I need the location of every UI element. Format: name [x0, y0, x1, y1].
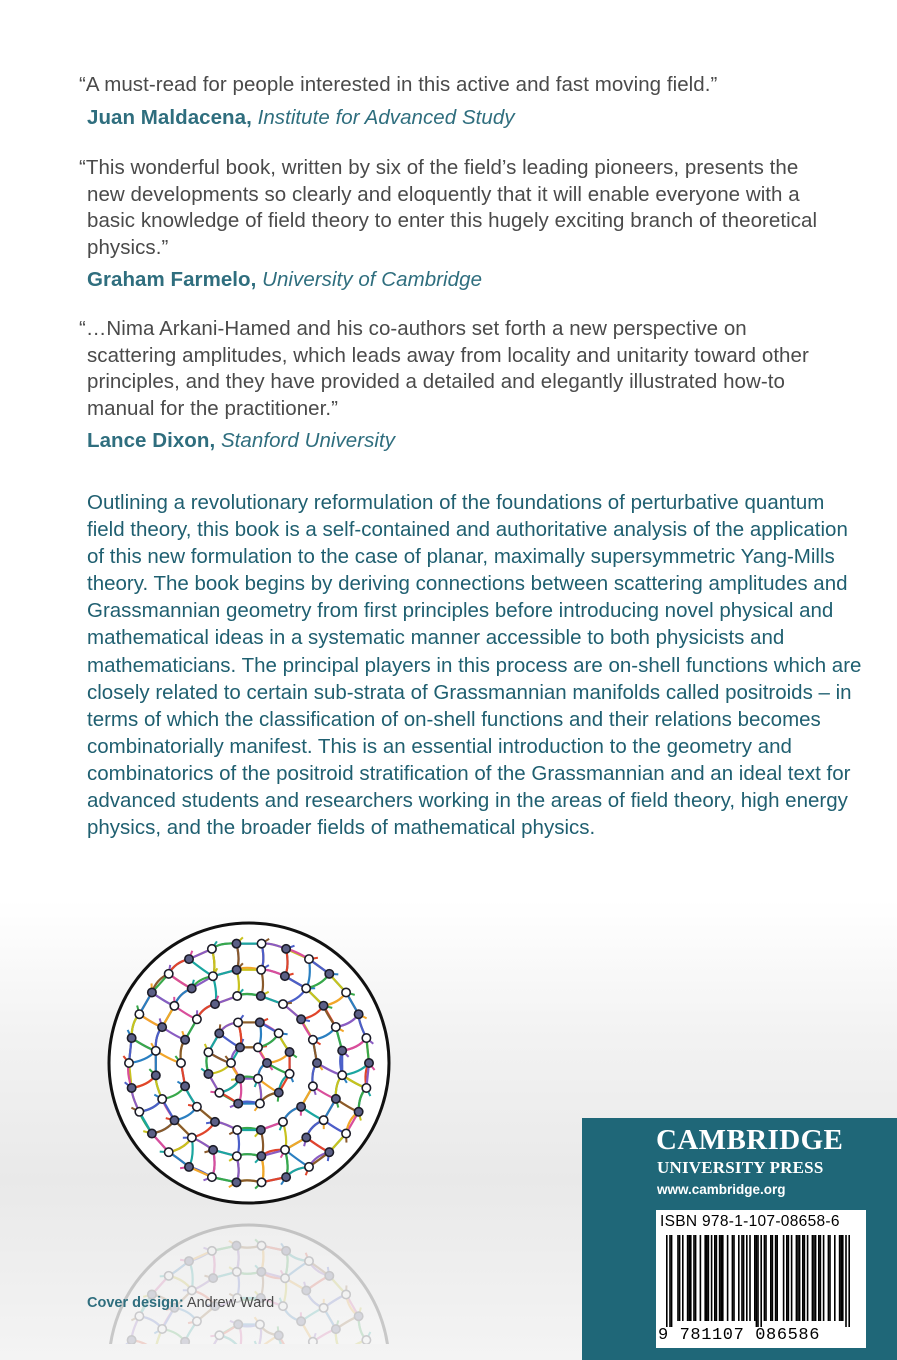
barcode-bar	[775, 1235, 777, 1321]
barcode-bar	[738, 1235, 740, 1321]
quote-author: Juan Maldacena	[87, 105, 247, 129]
barcode-bar	[788, 1235, 790, 1321]
barcode-bar	[765, 1235, 767, 1321]
barcode-bar	[682, 1235, 684, 1321]
barcode-bar	[799, 1235, 801, 1321]
barcode-bar	[704, 1235, 706, 1321]
barcode-bar	[804, 1235, 806, 1321]
barcode-bar	[677, 1235, 679, 1321]
barcode-bar	[813, 1235, 815, 1321]
barcode-bar	[796, 1235, 798, 1321]
publisher-url: www.cambridge.org	[657, 1182, 786, 1197]
plabic-graph-reflection	[98, 1214, 400, 1344]
barcode-digits: 9 781107 086586	[658, 1326, 821, 1345]
barcode-bar	[722, 1235, 724, 1321]
barcode-bar	[720, 1235, 722, 1321]
quote-author: Graham Farmelo	[87, 268, 251, 291]
barcode-bar	[757, 1235, 759, 1327]
quote-attribution: Juan Maldacena, Institute for Advanced Study	[87, 105, 515, 129]
quote-institution: Stanford University	[220, 429, 396, 452]
barcode-bar	[688, 1235, 690, 1321]
quote-attribution: Graham Farmelo, University of Cambridge	[87, 268, 483, 291]
barcode-bar	[719, 1235, 721, 1321]
barcode-bar	[700, 1235, 702, 1321]
barcode-bar	[802, 1235, 804, 1321]
barcode-bar	[756, 1235, 758, 1327]
barcode-bar	[839, 1235, 841, 1321]
barcode-bar	[823, 1235, 825, 1321]
isbn-label: ISBN 978-1-107-08658-6	[660, 1213, 840, 1230]
barcode-bar	[783, 1235, 785, 1321]
barcode-bar	[669, 1235, 671, 1327]
plabic-graph-disc	[98, 912, 400, 1214]
barcode-bar	[695, 1235, 697, 1321]
barcode-bar	[828, 1235, 830, 1321]
barcode-box	[656, 1210, 866, 1348]
publisher-subtitle: UNIVERSITY PRESS	[657, 1158, 824, 1177]
barcode-bar	[815, 1235, 817, 1321]
quote-text: “A must-read for people interested in this active and fast moving field.”	[79, 73, 718, 96]
barcode-bar	[746, 1235, 748, 1321]
barcode-bar	[708, 1235, 710, 1321]
barcode-bar	[671, 1235, 673, 1327]
barcode-bar	[812, 1235, 814, 1321]
barcode-bar	[716, 1235, 718, 1321]
quote-author: Lance Dixon	[87, 429, 210, 452]
quote-institution: University of Cambridge	[262, 268, 483, 291]
barcode-bar	[772, 1235, 774, 1321]
barcode-bar	[834, 1235, 836, 1321]
credit-name: Andrew Ward	[186, 1295, 275, 1311]
barcode-bar	[797, 1235, 799, 1321]
barcode-bar	[743, 1235, 745, 1321]
barcode-bar	[754, 1235, 756, 1321]
illustration-reflection	[98, 1214, 400, 1344]
barcode-bar	[829, 1235, 831, 1321]
barcode-bar	[848, 1235, 850, 1327]
quote-dixon	[79, 316, 837, 455]
publisher-panel	[582, 1118, 897, 1360]
barcode-bar	[776, 1235, 778, 1321]
cover-credit	[87, 1295, 274, 1311]
barcode-bar	[820, 1235, 822, 1321]
barcode-bar	[687, 1235, 689, 1321]
barcode-bar	[770, 1235, 772, 1321]
barcode-bar	[714, 1235, 716, 1321]
barcode-bar	[764, 1235, 766, 1321]
book-description: Outlining a revolutionary reformulation of the foundations of perturbative quantum field theory, this book is a self-contained and authoritative analysis of the application of this new formulation to the case of planar, maximally supersymmetric Yang-Mills theory. The book begins by deriving connections between scattering amplitudes and Grassmannian geometry from first principles before introducing novel physical and mathematical ideas in a systematic manner accessible to both physicists and mathematicians. The principal players in this process are on-shell functions which are closely related to certain sub-strata of Grassmannian manifolds called positroids – in terms of which the classification of on-shell functions and their relations becomes combinatorially manifest. This is an essential introduction to the geometry and combinatorics of the positroid stratification of the Grassmannian and an ideal text for advanced students and researchers working in the areas of field theory, high energy physics, and the broader fields of mathematical physics.	[87, 491, 862, 840]
barcode-bar	[690, 1235, 692, 1321]
barcode-bar	[733, 1235, 735, 1321]
cover-illustration	[98, 912, 400, 1214]
barcode-bar	[760, 1235, 762, 1327]
barcode-bar	[711, 1235, 713, 1321]
barcode-bars	[666, 1235, 856, 1327]
barcode-bar	[840, 1235, 842, 1321]
barcode-bar	[818, 1235, 820, 1321]
barcode-bar	[706, 1235, 708, 1321]
barcode-bar	[693, 1235, 695, 1321]
quote-text: “…Nima Arkani-Hamed and his co-authors set forth a new perspective on scattering amplitudes, which leads away from locality and unitarity toward other principles, and they have provided a detailed and elegantly illustrated how-to manual for the practitioner.”	[79, 317, 809, 420]
credit-label: Cover design:	[87, 1295, 184, 1311]
quote-maldacena	[79, 72, 837, 131]
barcode-bar	[732, 1235, 734, 1321]
barcode-bar	[842, 1235, 844, 1321]
barcode-bar	[791, 1235, 793, 1321]
barcode-bar	[666, 1235, 668, 1327]
barcode-bar	[741, 1235, 743, 1321]
quote-attribution: Lance Dixon, Stanford University	[87, 429, 396, 452]
barcode-bar	[786, 1235, 788, 1321]
barcode-bar	[845, 1235, 847, 1327]
barcode-bar	[727, 1235, 729, 1321]
publisher-name: CAMBRIDGE	[656, 1124, 844, 1156]
quote-farmelo	[79, 155, 837, 294]
barcode-bar	[749, 1235, 751, 1321]
quote-text: “This wonderful book, written by six of the field’s leading pioneers, presents the new developments so clearly and eloquently that it will enable everyone with a basic knowledge of field theory to enter this hugely exciting branch of theoretical physics.”	[79, 156, 818, 259]
barcode-bar	[807, 1235, 809, 1321]
quote-institution: Institute for Advanced Study	[257, 105, 515, 129]
barcode-bar	[679, 1235, 681, 1321]
